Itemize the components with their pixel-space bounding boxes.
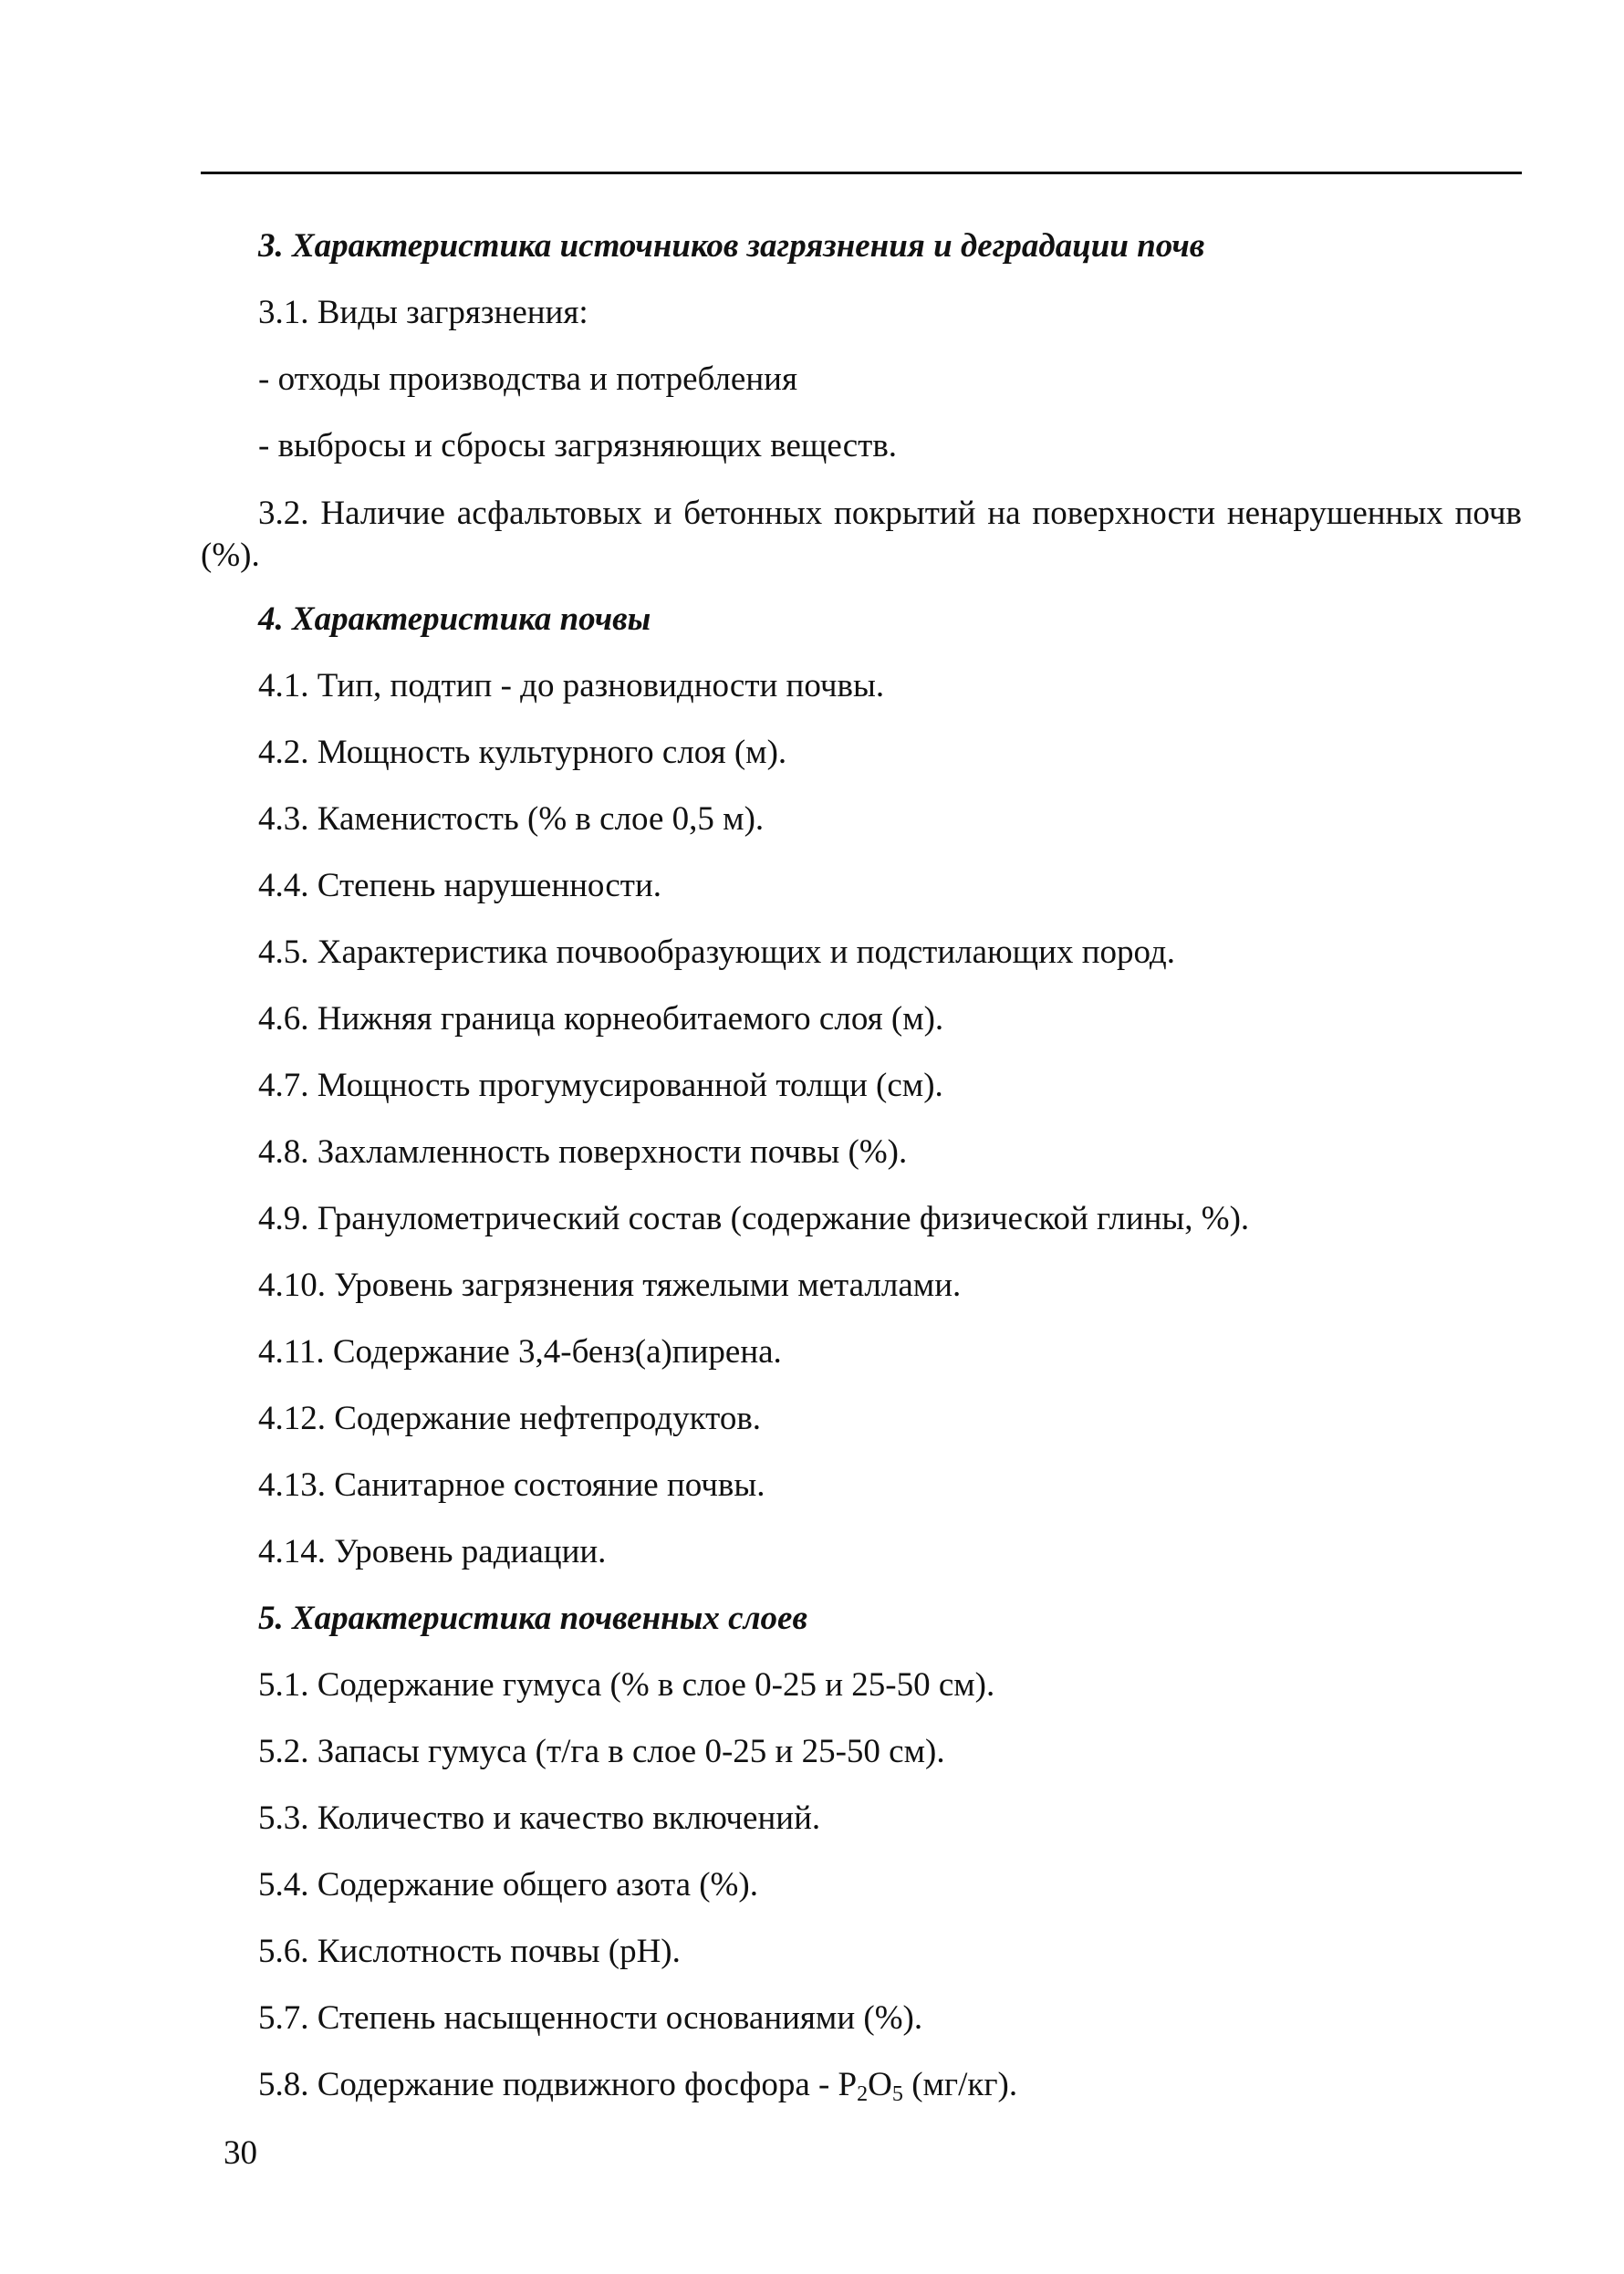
list-item-emissions: - выбросы и сбросы загрязняющих веществ.: [258, 427, 898, 464]
list-item-production-waste: - отходы производства и потребления: [258, 360, 797, 398]
item-4-3: 4.3. Каменистость (% в слое 0,5 м).: [258, 800, 765, 838]
item-5-8-subscript-2: 2: [857, 2082, 869, 2106]
document-body: [201, 226, 1522, 2132]
item-4-11: 4.11. Содержание 3,4-бенз(а)пирена.: [258, 1333, 782, 1371]
item-5-2: 5.2. Запасы гумуса (т/га в слое 0-25 и 25-50 см).: [258, 1733, 945, 1770]
item-4-13: 4.13. Санитарное состояние почвы.: [258, 1466, 765, 1504]
item-5-1: 5.1. Содержание гумуса (% в слое 0-25 и 25-50 см).: [258, 1666, 995, 1704]
item-4-14: 4.14. Уровень радиации.: [258, 1533, 607, 1570]
item-4-2: 4.2. Мощность культурного слоя (м).: [258, 734, 787, 771]
item-3-2-paragraph: 3.2. Наличие асфальтовых и бетонных покрытий на поверхности ненарушенных почв (%).: [201, 495, 1522, 574]
item-4-5: 4.5. Характеристика почвообразующих и подстилающих пород.: [258, 934, 1175, 971]
item-4-8: 4.8. Захламленность поверхности почвы (%).: [258, 1133, 908, 1171]
item-4-1: 4.1. Тип, подтип - до разновидности почвы.: [258, 667, 885, 704]
item-4-7: 4.7. Мощность прогумусированной толщи (см).: [258, 1067, 943, 1104]
page-number: 30: [224, 2134, 257, 2172]
item-3-1: 3.1. Виды загрязнения:: [258, 294, 588, 331]
item-4-10: 4.10. Уровень загрязнения тяжелыми металлами.: [258, 1267, 962, 1304]
item-4-12: 4.12. Содержание нефтепродуктов.: [258, 1400, 762, 1437]
item-5-6: 5.6. Кислотность почвы (pH).: [258, 1933, 681, 1970]
item-5-4: 5.4. Содержание общего азота (%).: [258, 1866, 758, 1904]
item-5-8-oxygen: O: [868, 2066, 892, 2103]
item-5-8-text: 5.8. Содержание подвижного фосфора - P: [258, 2066, 858, 2103]
section-4-heading: 4. Характеристика почвы: [258, 600, 651, 638]
item-5-3: 5.3. Количество и качество включений.: [258, 1799, 821, 1837]
section-3-heading: 3. Характеристика источников загрязнения и деградации почв: [258, 227, 1205, 265]
item-5-8-units: (мг/кг).: [902, 2066, 1018, 2103]
section-5-heading: 5. Характеристика почвенных слоев: [258, 1600, 808, 1637]
item-5-8-subscript-5: 5: [891, 2082, 903, 2106]
item-4-4: 4.4. Степень нарушенности.: [258, 867, 661, 904]
item-4-6: 4.6. Нижняя граница корнеобитаемого слоя (м).: [258, 1000, 944, 1038]
item-5-7: 5.7. Степень насыщенности основаниями (%).: [258, 1999, 923, 2037]
item-4-9: 4.9. Гранулометрический состав (содержание физической глины, %).: [258, 1200, 1250, 1237]
item-5-8: [201, 2065, 1522, 2105]
header-rule: [201, 172, 1522, 174]
